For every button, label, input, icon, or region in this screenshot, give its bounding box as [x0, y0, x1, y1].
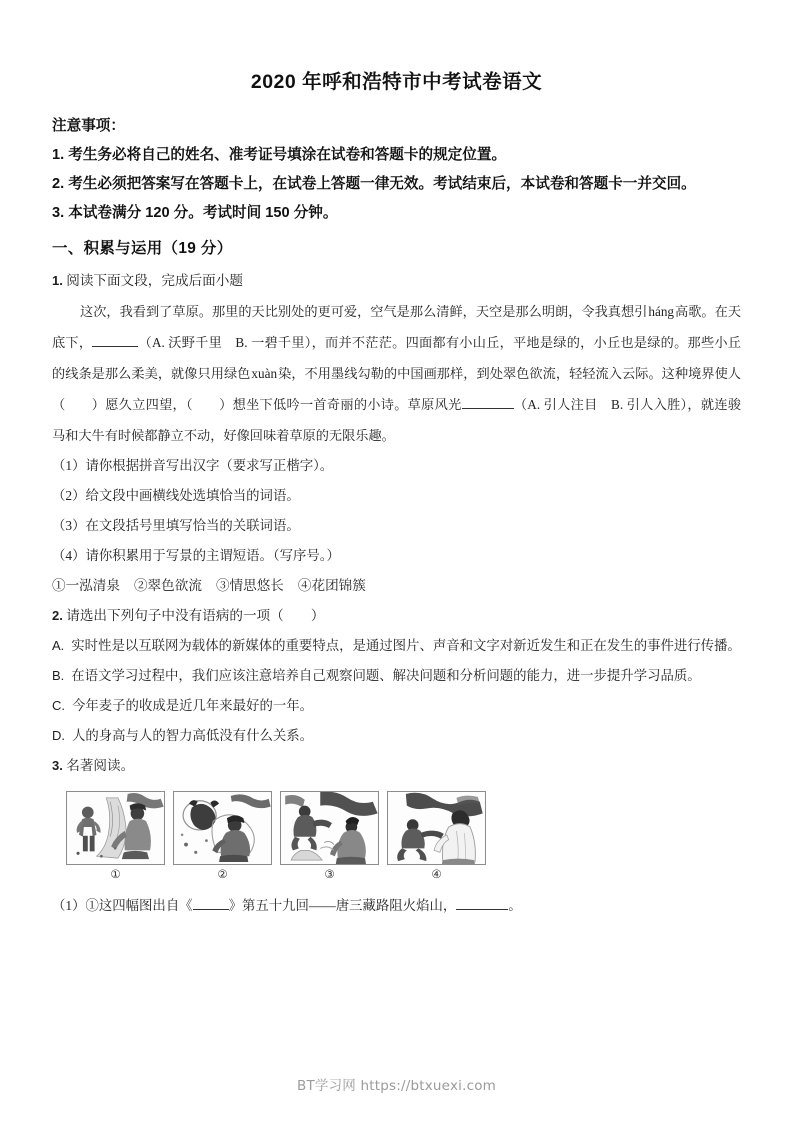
- question-1-sub-1: （1）请你根据拼音写出汉字（要求写正楷字）。: [52, 458, 334, 473]
- figure-4-image: [387, 791, 486, 865]
- journey-west-scene-icon: [388, 792, 485, 864]
- notice-heading: 注意事项：: [52, 118, 125, 134]
- figure-3-caption: ③: [324, 867, 335, 881]
- passage-text-6: ）想坐下低吟一首奇丽的小诗。草原风光: [218, 397, 462, 412]
- question-1-stem-text: 阅读下面文段，完成后面小题: [66, 273, 243, 288]
- option-d-text: 人的身高与人的智力高低没有什么关系。: [72, 728, 314, 743]
- section-heading: 一、积累与运用（19 分）: [52, 240, 233, 257]
- notice-item-1: 1. 考生务必将自己的姓名、准考证号填涂在试卷和答题卡的规定位置。: [52, 147, 507, 163]
- option-b-text: 在语文学习过程中，我们应该注意培养自己观察问题、解决问题和分析问题的能力，进一步提升学习品质。: [71, 668, 701, 683]
- figure-4: [387, 791, 486, 883]
- option-b-letter: B.: [52, 668, 65, 683]
- question-2-option-d[interactable]: [52, 721, 741, 751]
- notice-item-2: 2. 考生必须把答案写在答题卡上，在试卷上答题一律无效。考试结束后，本试卷和答题卡一并交回。: [52, 176, 696, 192]
- option-c-letter: C.: [52, 698, 65, 713]
- figure-2-image: [173, 791, 272, 865]
- figure-1: [66, 791, 165, 883]
- question-3-stem-text: 名著阅读。: [66, 758, 135, 773]
- phrase-item-1: ①一泓清泉: [52, 578, 120, 593]
- question-1-number: 1.: [52, 273, 63, 288]
- question-3-figure-row: [66, 791, 741, 883]
- passage-text-4: 染，不用墨线勾勒的中国画那样，到处翠色欲流，轻轻流入云际。这种境界使人（: [52, 366, 741, 412]
- question-2-option-b[interactable]: [52, 661, 741, 691]
- question-1-passage: [52, 296, 741, 451]
- option-c-text: 今年麦子的收成是近几年来最好的一年。: [72, 698, 314, 713]
- passage-blank-2[interactable]: [462, 408, 514, 409]
- figure-2: [173, 791, 272, 883]
- passage-text-5: ）愿久立四望，（: [91, 397, 193, 412]
- passage-text-7: （A. 引人注目 B. 引人入胜），就连骏马和大牛有时候都静立不动，好像回味着草原的无限乐趣。: [52, 397, 742, 443]
- pinyin-xuan: xuàn: [251, 366, 278, 381]
- passage-blank-1[interactable]: [92, 346, 138, 347]
- journey-west-scene-icon: [174, 792, 271, 864]
- question-1-phrase-list: [52, 571, 741, 601]
- question-2-stem: [52, 601, 741, 631]
- figure-1-image: [66, 791, 165, 865]
- figure-2-caption: ②: [217, 867, 228, 881]
- footer-watermark: BT学习网 https://btxuexi.com: [296, 1078, 497, 1094]
- option-a-letter: A.: [52, 638, 65, 653]
- question-3-sub-1-text-2: 》第五十九回——唐三藏路阻火焰山，: [228, 898, 457, 913]
- figure-3: [280, 791, 379, 883]
- question-3-blank-1[interactable]: [193, 909, 229, 910]
- question-3-stem: [52, 751, 741, 781]
- passage-text-3: （A. 沃野千里 B. 一碧千里），而并不茫茫。四面都有小山丘，平地是绿的，小丘也是绿的。那些小丘的线条是那么柔美，就像只用绿色: [52, 335, 741, 381]
- question-2-stem-text: 请选出下列句子中没有语病的一项（ ）: [66, 608, 325, 623]
- question-3-number: 3.: [52, 758, 63, 773]
- question-1-stem: [52, 266, 741, 296]
- option-d-letter: D.: [52, 728, 65, 743]
- passage-text-1: 这次，我看到了草原。那里的天比别处的更可爱，空气是那么清鲜，天空是那么明朗，令我真想引: [80, 304, 648, 319]
- figure-1-caption: ①: [110, 867, 121, 881]
- page-title: 2020 年呼和浩特市中考试卷语文: [250, 71, 543, 93]
- journey-west-scene-icon: [281, 792, 378, 864]
- option-a-text: 实时性是以互联网为载体的新媒体的重要特点，是通过图片、声音和文字对新近发生和正在发生的事件进行传播。: [71, 638, 741, 653]
- question-3-sub-1-text-1: （1）①这四幅图出自《: [52, 898, 193, 913]
- phrase-item-2: ②翠色欲流: [133, 578, 202, 593]
- question-1-sub-4: （4）请你积累用于写景的主谓短语。（写序号。）: [52, 548, 340, 563]
- pinyin-hang: háng: [648, 304, 675, 319]
- question-1-sub-2: （2）给文段中画横线处选填恰当的词语。: [52, 488, 300, 503]
- question-3-sub-1: [52, 891, 741, 921]
- question-2-option-c[interactable]: [52, 691, 741, 721]
- question-3-sub-1-text-3: 。: [508, 898, 522, 913]
- figure-3-image: [280, 791, 379, 865]
- question-3-blank-2[interactable]: [456, 909, 508, 910]
- question-1-sub-3: （3）在文段括号里填写恰当的关联词语。: [52, 518, 300, 533]
- phrase-item-3: ③情思悠长: [215, 578, 284, 593]
- notice-item-3: 3. 本试卷满分 120 分。考试时间 150 分钟。: [52, 205, 338, 221]
- passage-text-2: 高歌。在天底下，: [52, 304, 742, 350]
- question-2-number: 2.: [52, 608, 63, 623]
- journey-west-scene-icon: [67, 792, 164, 864]
- question-2-option-a[interactable]: [52, 631, 741, 661]
- phrase-item-4: ④花团锦簇: [297, 578, 366, 593]
- figure-4-caption: ④: [431, 867, 442, 881]
